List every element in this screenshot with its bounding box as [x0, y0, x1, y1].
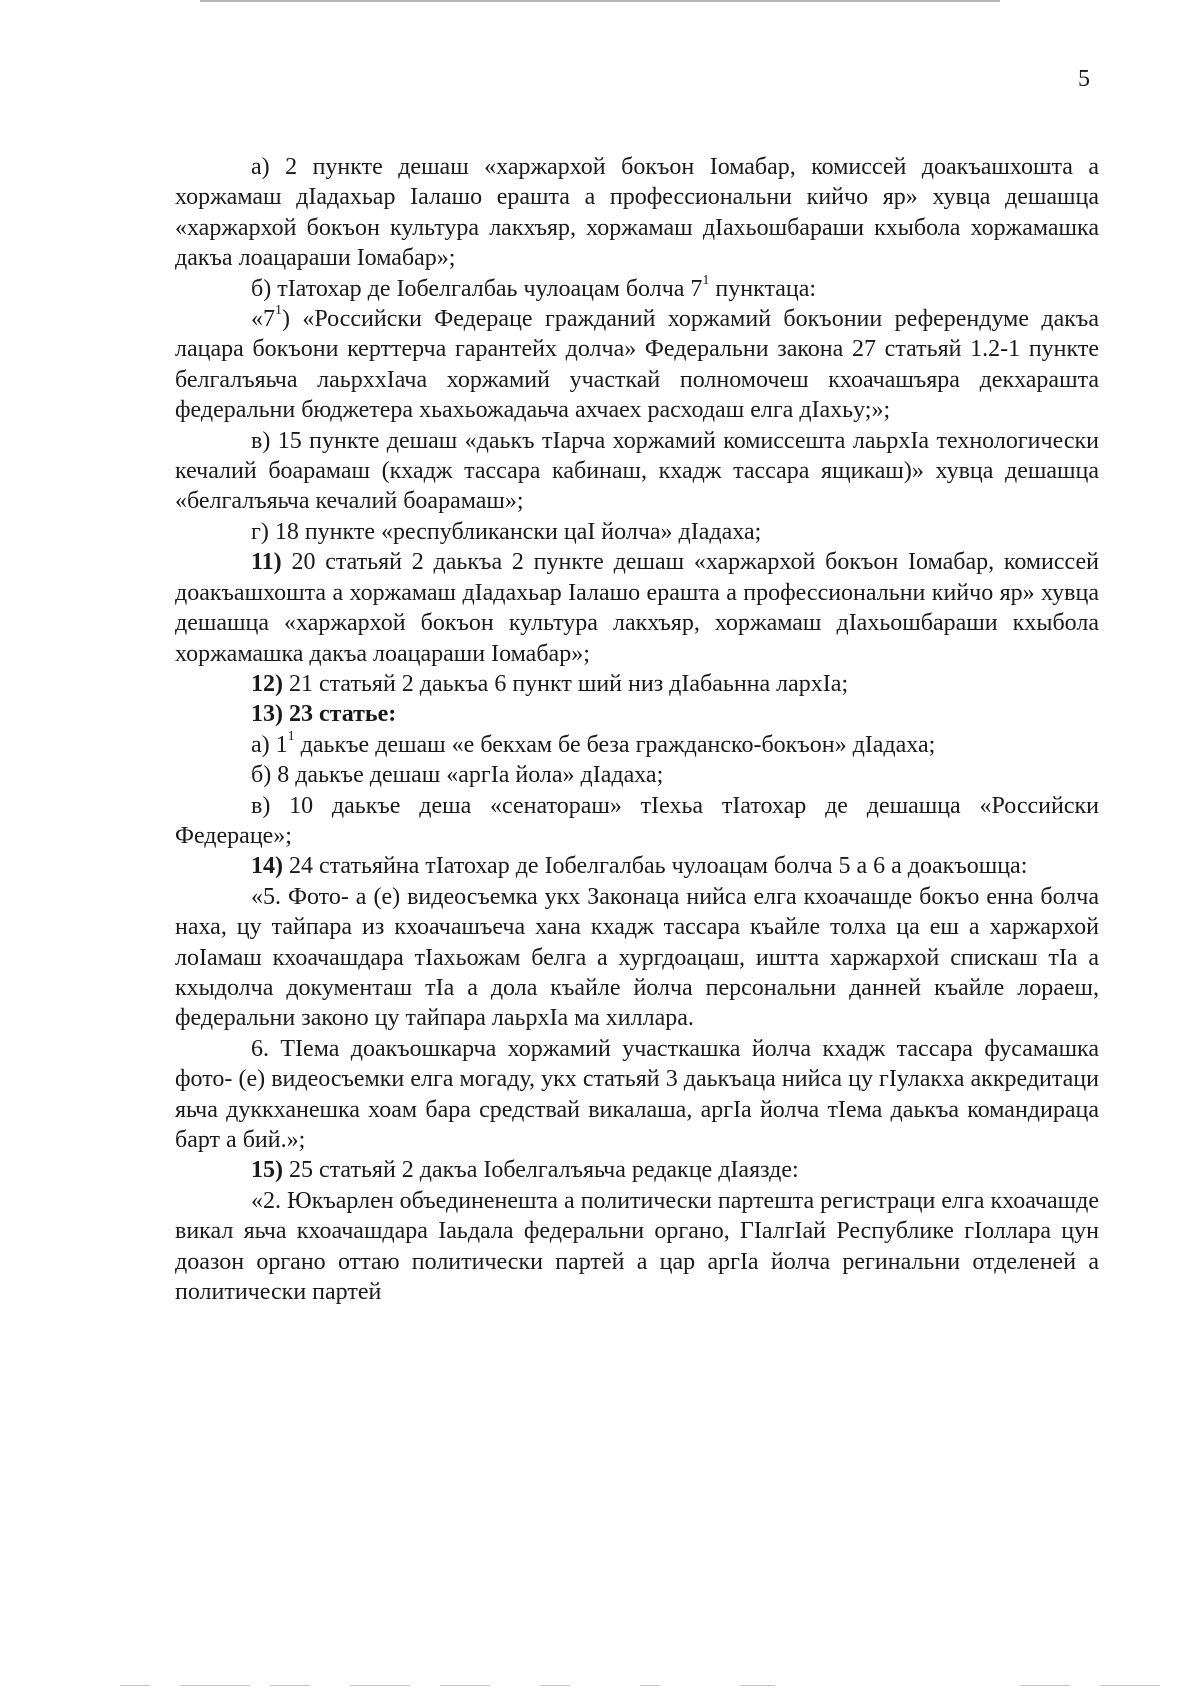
paragraph-text: «2. Юкъарлен объединенешта а политически партешта регистраци елга кхоачашде викал яьча кхоачашдара Іаьдала федеральни органо, ГІалгІай Республике гІоллара цун доазон органо оттаю политически партей а цар аргІа йолча регинальни отделеней а политически партей [175, 1187, 1099, 1306]
item-number: 14) [251, 853, 283, 880]
section-heading: 13) 23 статье: [251, 701, 397, 728]
item-13-heading [175, 699, 1099, 729]
paragraph-text: б) тІатохар де Іобелгалбаь чулоацам болча 7 [251, 275, 703, 302]
scan-top-edge-line [200, 0, 1000, 2]
superscript: 1 [287, 728, 295, 744]
paragraph-text: даькъе дешаш «е бекхам бе беза гражданско-бокъон» дІадаха; [294, 731, 936, 758]
item-number: 15) [251, 1157, 283, 1184]
paragraph-text: в) 10 даькъе деша «сенатораш» тІехьа тІатохар де дешашца «Российски Федераце»; [175, 792, 1099, 849]
paragraph-text: 6. ТІема доакъошкарча хоржамий участкашка йолча кхадж тассара фусамашка фото- (е) видеосъемки елга могаду, укх статьяй 3 даькъаца нийса цу гІулакха аккредитаци яьча дуккханешка хоам бара средствай викалаша, аргІа йолча тІема даькъа командираца барт а бий.»; [175, 1035, 1099, 1153]
paragraph-13-b [175, 760, 1099, 790]
paragraph-a [175, 152, 1099, 274]
paragraph-text: 25 статьяй 2 дакъа Іобелгалъяьча редакце дІаязде: [283, 1157, 799, 1184]
item-11 [175, 547, 1099, 669]
paragraph-b [175, 274, 1099, 304]
paragraph-text: а) 2 пункте дешаш «харжархой бокъон Іомабар, комиссей доакъашхошта а хоржамаш дІадахьар Іалашо ерашта а профессиональни кийчо яр» хувца дешашца «харжархой бокъон культура лакхъяр, хоржамаш дІахьошбараши кхыбола хоржамашка дакъа лоацараши Іомабар»; [175, 154, 1099, 272]
scan-bottom-artifacts [120, 1685, 1180, 1689]
paragraph-13-a [175, 730, 1099, 760]
paragraph-v [175, 426, 1099, 517]
paragraph-text: ) «Российски Федераце гражданий хоржамий бокъонии референдуме дакъа лацара бокъони керттерча гарантейх долча» Федеральни закона 27 статьяй 1.2-1 пункте белгалъяьча лаьрххІача хоржамий участкай полномочеш кхоачашъяра декхарашта федеральни бюджетера хьахьожадаьча ахчаех расходаш елга дІахьу;»; [175, 306, 1099, 424]
document-body [175, 152, 1099, 1307]
paragraph-text: в) 15 пункте дешаш «даькъ тІарча хоржамий комиссешта лаьрхІа технологически кечалий боарамаш (кхадж тассара кабинаш, кхадж тассара ящикаш)» хувца дешашца «белгалъяьча кечалий боарамаш»; [175, 427, 1099, 515]
item-12 [175, 669, 1099, 699]
item-15 [175, 1155, 1099, 1185]
paragraph-text: «5. Фото- а (е) видеосъемка укх Законаца нийса елга кхоачашде бокъо енна болча наха, цу тайпара из кхоачашъеча хана кхадж тассара къайле толха ца еш а харжархой лоІамаш кхоачашдара тІахьожам белга а хургдоацаш, иштта харжархой спискаш тІа а кхыдолча документаш тІа а дола къайле йолча персональни данней къайле лораеш, федеральни законо цу тайпара лаьрхІа ма хиллара. [175, 883, 1099, 1032]
superscript: 1 [275, 303, 282, 319]
item-number: 11) [251, 549, 282, 576]
paragraph-part-2 [175, 1186, 1099, 1308]
paragraph-text: «7 [251, 306, 275, 333]
item-14 [175, 851, 1099, 881]
paragraph-text: б) 8 даькъе дешаш «аргІа йола» дІадаха; [251, 762, 664, 789]
paragraph-g [175, 517, 1099, 547]
paragraph-part-6 [175, 1034, 1099, 1156]
item-number: 12) [251, 670, 283, 697]
paragraph-part-5 [175, 882, 1099, 1034]
paragraph-text: 21 статьяй 2 даькъа 6 пункт ший низ дІабаьнна лархІа; [283, 670, 849, 697]
paragraph-7-1 [175, 304, 1099, 426]
paragraph-text: пунктаца: [709, 275, 817, 302]
superscript: 1 [702, 272, 710, 288]
paragraph-13-v [175, 791, 1099, 852]
page-number: 5 [1078, 66, 1090, 92]
paragraph-text: 24 статьяйна тІатохар де Іобелгалбаь чулоацам болча 5 а 6 а доакъошца: [283, 853, 1028, 880]
paragraph-text: а) 1 [251, 731, 288, 758]
paragraph-text: 20 статьяй 2 даькъа 2 пункте дешаш «харжархой бокъон Іомабар, комиссей доакъашхошта а хоржамаш дІадахьар Іалашо ерашта а профессиональни кийчо яр» хувца дешашца «харжархой бокъон культура лакхъяр, хоржамаш дІахьошбараши кхыбола хоржамашка дакъа лоацараши Іомабар»; [175, 549, 1099, 667]
paragraph-text: г) 18 пункте «республикански цаІ йолча» дІадаха; [251, 518, 762, 545]
